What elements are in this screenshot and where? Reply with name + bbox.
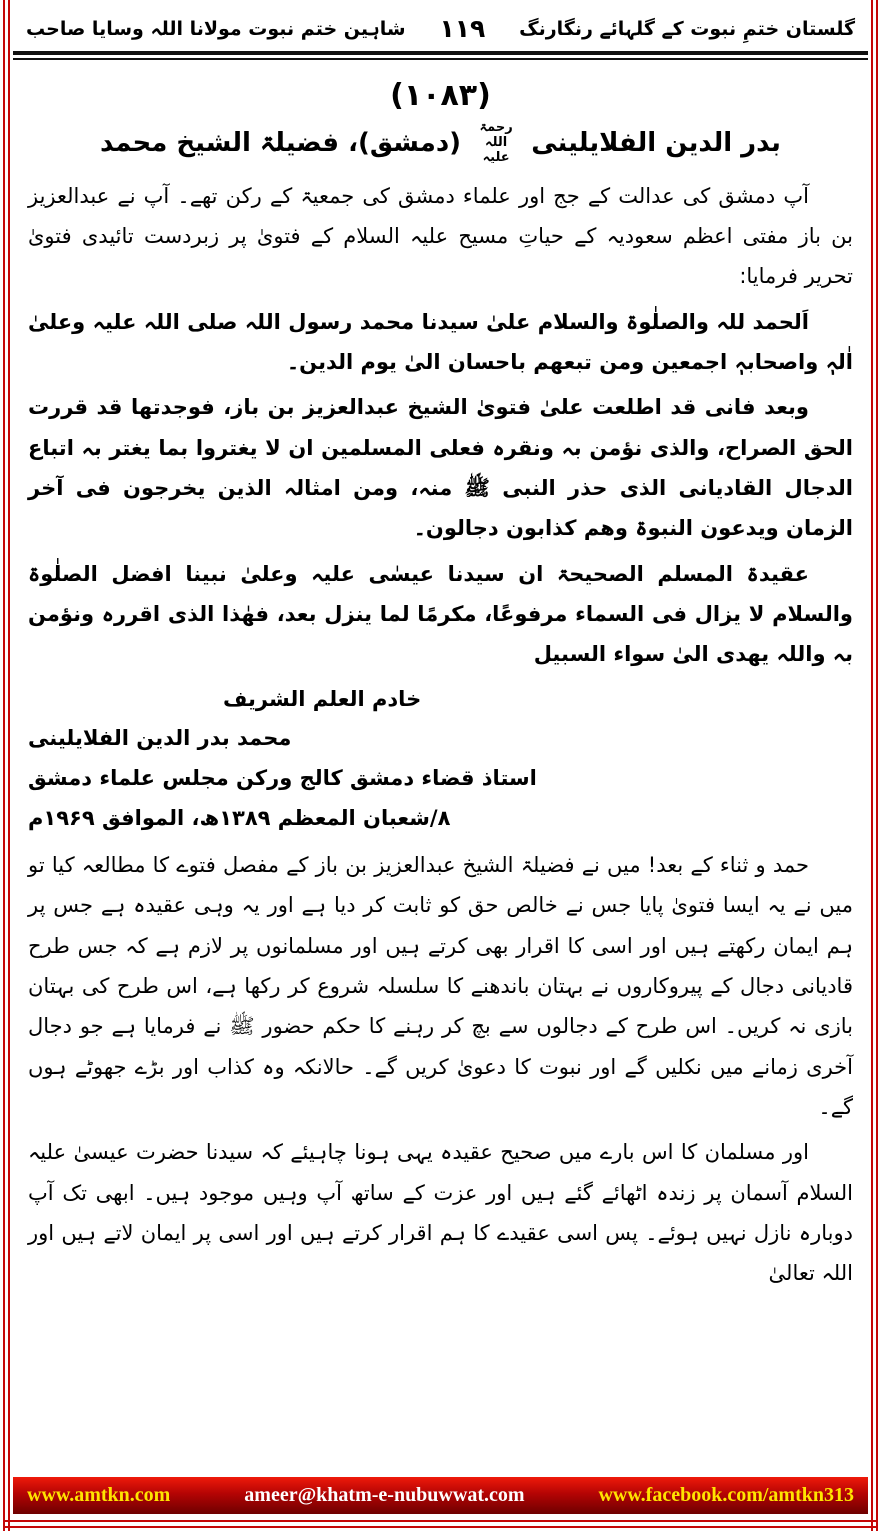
article-number: (۱۰۸۳) [390, 78, 491, 113]
article-title-rest: (دمشق)، فضیلۃ الشیخ محمد [100, 127, 462, 158]
page-header [0, 0, 881, 49]
page-border-bottom-outer [3, 1526, 878, 1528]
urdu-paragraph-1: حمد و ثناء کے بعد! میں نے فضیلۃ الشیخ عبدالعزیز بن باز کے مفصل فتوے کا مطالعہ کیا تو میں نے یہ ایسا فتویٰ پایا جس نے خالص حق کو ثابت کر دیا ہے اور یہ وہی عقیدہ ہے جس پر ہم ایمان رکھتے ہیں اور اسی کا اقرار بھی کرتے ہیں اور مسلمانوں پر لازم ہے کہ جس طرح قادیانی دجال کے پیروکاروں نے بہتان باندھنے کا سلسلہ شروع کر رکھا ہے، اس طرح کی بہتان بازی نہ کریں۔ اس طرح کے دجالوں سے بچ کر رہنے کا حکم حضور ﷺ نے فرمایا ہے جو دجال آخری زمانے میں نکلیں گے اور نبوت کا دعویٰ کریں گے۔ حالانکہ وہ کذاب اور بڑے جھوٹے ہوں گے۔ [28, 853, 853, 1119]
arabic-paragraph-2: وبعد فانی قد اطلعت علیٰ فتویٰ الشیخ عبدالعزیز بن باز، فوجدتھا قد قررت الحق الصراح، والذی نؤمن بہ ونقرہ فعلی المسلمین ان لا یغتروا بما یغتر بہ اتباع الدجال القادیانی الذی حذر النبی ﷺ منہ، ومن امثالہ الذین یخرجون فی آخر الزمان ویدعون النبوۃ وھم کذابون دجالون۔ [28, 395, 853, 541]
footer-band [13, 1477, 868, 1514]
page-border-right-inner [871, 0, 873, 1531]
header-author-title: شاہین ختم نبوت مولانا اللہ وسایا صاحب [26, 17, 406, 40]
footer-website-link[interactable]: www.amtkn.com [27, 1484, 171, 1506]
article-title [28, 121, 853, 166]
urdu-paragraph-2: اور مسلمان کا اس بارے میں صحیح عقیدہ یہی ہونا چاہیئے کہ سیدنا حضرت عیسیٰ علیہ السلام آسمان پر زندہ اٹھائے گئے ہیں اور عزت کے ساتھ آپ وہیں موجود ہیں۔ ابھی تک آپ دوبارہ نازل نہیں ہوئے۔ پس اسی عقیدے کا ہم اقرار کرتے ہیں اور اسی پر ایمان لاتے ہیں اور اللہ تعالیٰ [28, 1140, 853, 1286]
page-border-left-outer [3, 0, 5, 1531]
intro-paragraph-urdu: آپ دمشق کی عدالت کے جج اور علماء دمشق کی جمعیۃ کے رکن تھے۔ آپ نے عبدالعزیز بن باز مفتی اعظم سعودیہ کے حیاتِ مسیح علیہ السلام کے فتویٰ پر زبردست تائیدی فتویٰ تحریر فرمایا: [28, 183, 853, 289]
footer-facebook-link[interactable]: www.facebook.com/amtkn313 [598, 1484, 854, 1506]
page-border-left-inner [8, 0, 10, 1531]
signature-title: خادم العلم الشریف [223, 686, 422, 711]
page-border-bottom-inner [3, 1520, 878, 1522]
header-separator [0, 49, 881, 60]
article-title-honorific: رحمۃ اللہ علیہ [479, 120, 513, 165]
page-border-right-outer [876, 0, 878, 1531]
arabic-paragraph-1: اَلحمد للہ والصلٰوۃ والسلام علیٰ سیدنا محمد رسول اللہ صلی اللہ علیہ وعلیٰ اٰلہٖ واصحابہٖ اجمعین ومن تبعھم باحسان الیٰ یوم الدین۔ [28, 309, 853, 375]
article-title-name: بدر الدین الفلایلینی [531, 127, 781, 158]
fatwa-signature-block [28, 680, 853, 840]
header-rule-thick [13, 51, 868, 55]
page-content [0, 60, 881, 1294]
signature-name: محمد بدر الدین الفلایلینی [28, 726, 292, 751]
arabic-paragraph-3: عقیدۃ المسلم الصحیحۃ ان سیدنا عیسٰی علیہ وعلیٰ نبینا افضل الصلٰوۃ والسلام لا یزال فی السماء مرفوعًا، مکرمًا لما ینزل بعد، فھٰذا الذی اقررہ ونؤمن بہ واللہ یھدی الیٰ سواء السبیل [28, 561, 853, 667]
signature-date: ۸/شعبان المعظم ۱۳۸۹ھ، الموافق ۱۹۶۹م [28, 806, 451, 831]
header-page-number: ۱۱۹ [439, 14, 486, 43]
footer-email-link[interactable]: ameer@khatm-e-nubuwwat.com [244, 1484, 525, 1506]
header-book-title: گلستان ختمِ نبوت کے گلہائے رنگارنگ [519, 17, 855, 40]
signature-position: استاذ قضاء دمشق کالج ورکن مجلس علماء دمشق [28, 766, 537, 791]
